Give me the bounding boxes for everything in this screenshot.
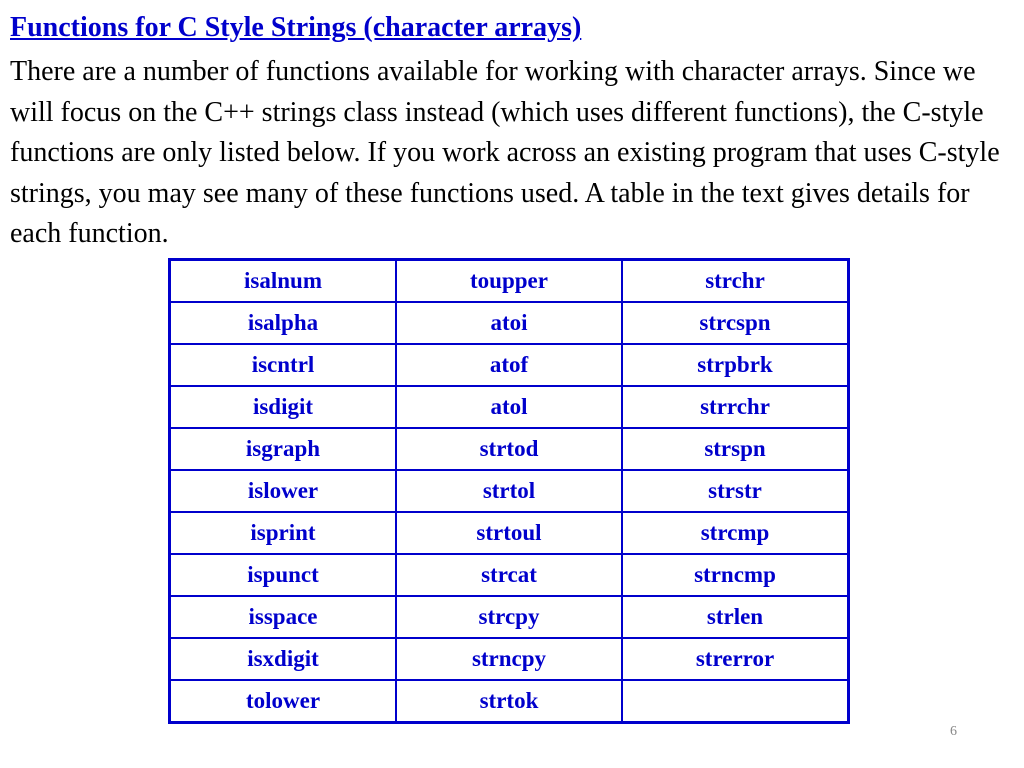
table-row (170, 554, 849, 596)
functions-table (168, 258, 850, 724)
table-cell-empty (622, 680, 849, 723)
table-cell: strlen (622, 596, 849, 638)
table-cell: tolower (170, 680, 397, 723)
table-row (170, 512, 849, 554)
table-cell: isalnum (170, 260, 397, 303)
table-cell: isalpha (170, 302, 397, 344)
table-cell: strrchr (622, 386, 849, 428)
table-cell: strstr (622, 470, 849, 512)
table-cell: strspn (622, 428, 849, 470)
table-row (170, 260, 849, 303)
table-cell: toupper (396, 260, 622, 303)
table-cell: strcspn (622, 302, 849, 344)
table-cell: strtoul (396, 512, 622, 554)
table-cell: isprint (170, 512, 397, 554)
table-cell: islower (170, 470, 397, 512)
table-row (170, 638, 849, 680)
table-cell: strcpy (396, 596, 622, 638)
table-cell: strtol (396, 470, 622, 512)
table-cell: strpbrk (622, 344, 849, 386)
table-row (170, 428, 849, 470)
page-number: 6 (950, 724, 957, 739)
table-cell: ispunct (170, 554, 397, 596)
table-cell: strncmp (622, 554, 849, 596)
table-cell: strcmp (622, 512, 849, 554)
table-cell: strtod (396, 428, 622, 470)
table-cell: strcat (396, 554, 622, 596)
table-row (170, 344, 849, 386)
table-cell: isdigit (170, 386, 397, 428)
table-cell: strtok (396, 680, 622, 723)
table-cell: strerror (622, 638, 849, 680)
table-cell: isxdigit (170, 638, 397, 680)
slide-body-text: There are a number of functions available for working with character arrays. Since we will focus on the C++ strings class instead (which uses different functions), the C-style functions are only listed below. If you work across an existing program that uses C-style strings, you may see many of these functions used. A table in the text gives details for each function. (10, 56, 1000, 249)
slide-title: Functions for C Style Strings (character arrays) (10, 12, 582, 43)
table-cell: atof (396, 344, 622, 386)
table-row (170, 386, 849, 428)
table-cell: strchr (622, 260, 849, 303)
table-cell: strncpy (396, 638, 622, 680)
table-row (170, 596, 849, 638)
table-row (170, 302, 849, 344)
functions-table-body (170, 260, 849, 723)
table-cell: isspace (170, 596, 397, 638)
table-cell: isgraph (170, 428, 397, 470)
table-row (170, 470, 849, 512)
table-cell: iscntrl (170, 344, 397, 386)
table-cell: atoi (396, 302, 622, 344)
table-cell: atol (396, 386, 622, 428)
table-row (170, 680, 849, 723)
